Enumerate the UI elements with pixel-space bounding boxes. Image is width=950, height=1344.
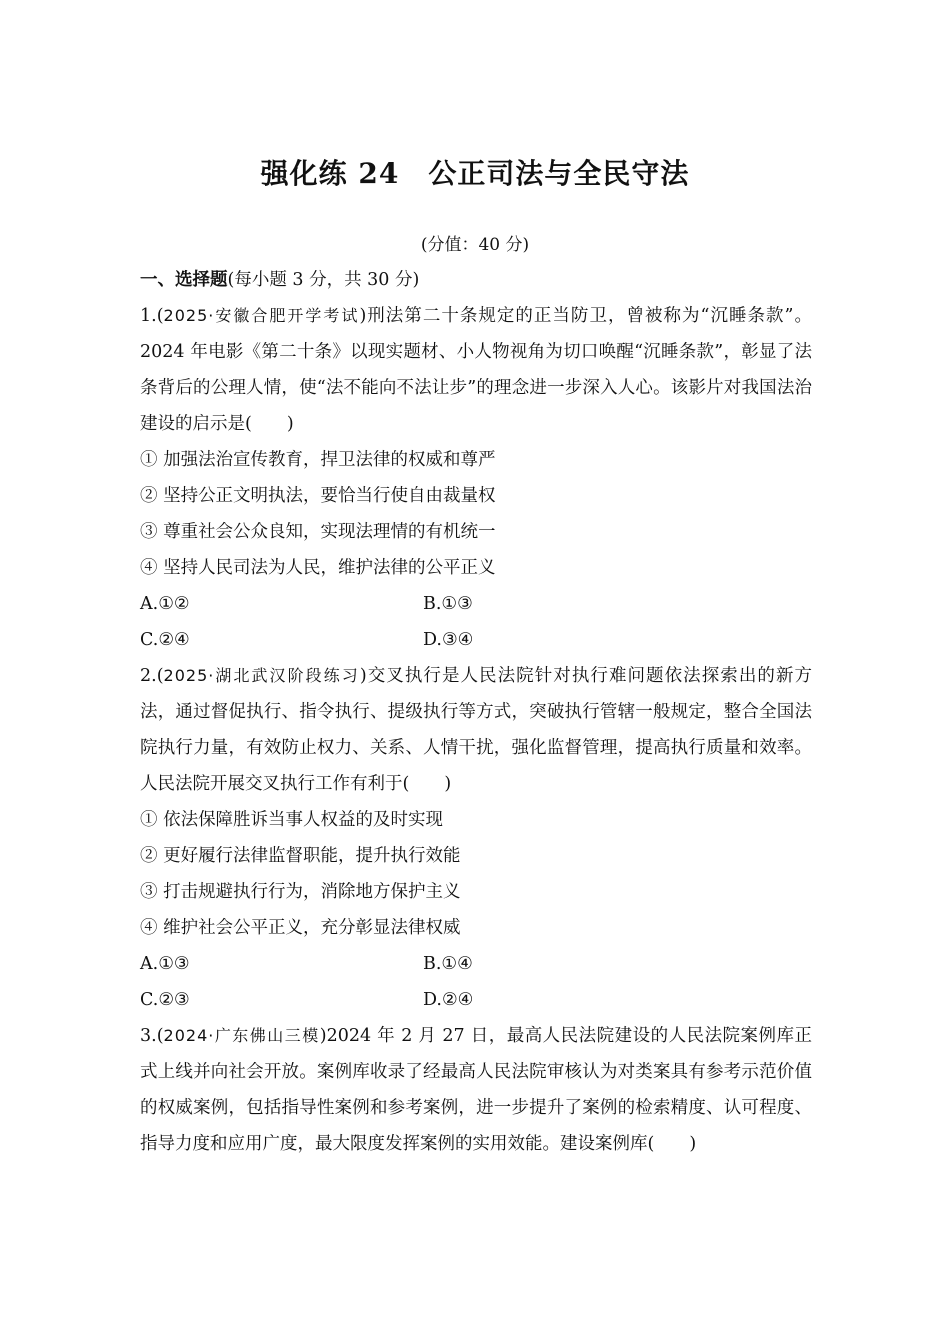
question-text: )刑法第二十条规定的正当防卫，曾被称为“沉睡条款”。2024 年电影《第二十条》以现实题材、小人物视角为切口唤醒“沉睡条款”，彰显了法条背后的公理人情，使“法不能向不法让步”的理念进一步深入人心。该影片对我国法治建设的启示是( ) (140, 306, 812, 434)
question-number: 2.( (140, 666, 164, 686)
choice-d: D.③④ (423, 630, 474, 650)
question-stem (140, 658, 812, 802)
choice-b: B.①③ (423, 594, 473, 614)
question-number: 1.( (140, 306, 164, 326)
choice-row (140, 586, 812, 622)
content (140, 262, 812, 1162)
choice-row (140, 982, 812, 1018)
choice-a: A.①③ (140, 954, 190, 974)
question-source: 2025·湖北武汉阶段练习 (163, 666, 360, 685)
question-2 (140, 658, 812, 1018)
statement-1: ① 依法保障胜诉当事人权益的及时实现 (140, 810, 444, 830)
question-source: 2025·安徽合肥开学考试 (163, 306, 360, 325)
question-text: )2024 年 2 月 27 日，最高人民法院建设的人民法院案例库正式上线并向社会开放。案例库收录了经最高人民法院审核认为对类案具有参考示范价值的权威案例，包括指导性案例和参考案例，进一步提升了案例的检索精度、认可程度、指导力度和应用广度，最大限度发挥案例的实用效能。建设案例库( ) (140, 1026, 812, 1154)
question-stem (140, 1018, 812, 1162)
statement-4: ④ 坚持人民司法为人民，维护法律的公平正义 (140, 558, 496, 578)
score-note: (分值：40 分) (420, 235, 530, 255)
choice-row (140, 622, 812, 658)
choice-a: A.①② (140, 594, 190, 614)
section-label: 一、选择题 (140, 270, 228, 290)
choice-c: C.②④ (140, 630, 190, 650)
statement-3: ③ 打击规避执行行为，消除地方保护主义 (140, 882, 461, 902)
page-title: 强化练 24 公正司法与全民守法 (260, 157, 690, 190)
choice-d: D.②④ (423, 990, 474, 1010)
question-1 (140, 298, 812, 658)
question-3 (140, 1018, 812, 1162)
statement-4: ④ 维护社会公平正义，充分彰显法律权威 (140, 918, 461, 938)
statement-1: ① 加强法治宣传教育，捍卫法律的权威和尊严 (140, 450, 496, 470)
statement-2: ② 坚持公正文明执法，要恰当行使自由裁量权 (140, 486, 496, 506)
section-note: (每小题 3 分，共 30 分) (227, 270, 420, 290)
choice-b: B.①④ (423, 954, 473, 974)
question-number: 3.( (140, 1026, 164, 1046)
statement-3: ③ 尊重社会公众良知，实现法理情的有机统一 (140, 522, 496, 542)
statement-2: ② 更好履行法律监督职能，提升执行效能 (140, 846, 461, 866)
choice-row (140, 946, 812, 982)
question-text: )交叉执行是人民法院针对执行难问题依法探索出的新方法，通过督促执行、指令执行、提级执行等方式，突破执行管辖一般规定，整合全国法院执行力量，有效防止权力、关系、人情干扰，强化监督管理，提高执行质量和效率。人民法院开展交叉执行工作有利于( ) (140, 666, 812, 794)
question-source: 2024·广东佛山三模 (163, 1026, 320, 1045)
question-stem (140, 298, 812, 442)
section-heading (140, 262, 812, 298)
choice-c: C.②③ (140, 990, 190, 1010)
